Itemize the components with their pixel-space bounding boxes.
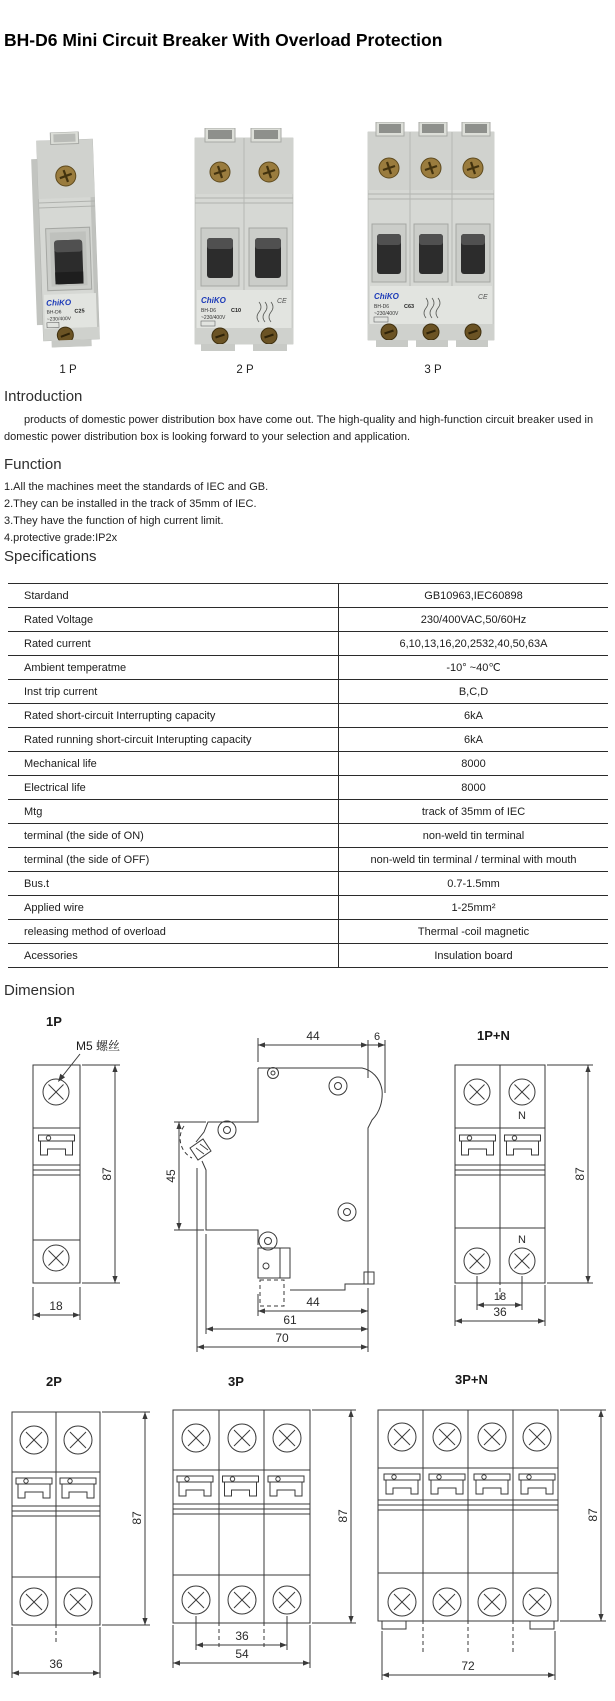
drawing-label-1p: 1P: [46, 1014, 62, 1029]
neutral-label: N: [518, 1234, 526, 1246]
spec-label: Applied wire: [8, 896, 339, 920]
product-photo-3p: [366, 122, 496, 353]
dim-height-87: 87: [336, 1509, 350, 1523]
spec-label: Rated current: [8, 632, 339, 656]
dim-height-87: 87: [100, 1167, 114, 1181]
table-row: [8, 824, 608, 848]
dim-clip-44: 44: [306, 1295, 320, 1309]
specifications-heading: Specifications: [4, 548, 97, 565]
model-text: BH-D6: [374, 304, 390, 310]
dim-width-36: 36: [493, 1305, 507, 1319]
spec-label: Mtg: [8, 800, 339, 824]
table-row: [8, 680, 608, 704]
dim-height-87: 87: [586, 1508, 600, 1522]
table-row: [8, 632, 608, 656]
spec-label: terminal (the side of ON): [8, 824, 339, 848]
spec-label: Acessories: [8, 944, 339, 968]
dim-width-36: 36: [49, 1657, 63, 1671]
dim-height-87: 87: [130, 1511, 144, 1525]
spec-value: 6kA: [339, 728, 609, 752]
introduction-body: products of domestic power distribution box have come out. The high-quality and high-function circuit breaker used in domestic power distribution box is looking forward to your selection and application.: [4, 414, 594, 443]
table-row: [8, 848, 608, 872]
spec-label: Inst trip current: [8, 680, 339, 704]
product-photo-1p: [24, 131, 109, 349]
rating-text: C10: [231, 308, 242, 314]
spec-value: 8000: [339, 752, 609, 776]
neutral-label: N: [518, 1110, 526, 1122]
spec-label: Rated short-circuit Interrupting capacity: [8, 704, 339, 728]
model-text: BH-D6: [201, 308, 217, 314]
spec-label: Electrical life: [8, 776, 339, 800]
spec-value: 8000: [339, 776, 609, 800]
dimension-heading: Dimension: [4, 982, 75, 999]
spec-label: Mechanical life: [8, 752, 339, 776]
spec-value: GB10963,IEC60898: [339, 584, 609, 608]
spec-value: 6kA: [339, 704, 609, 728]
photo-label-1p: 1 P: [59, 364, 77, 376]
dim-top-44: 44: [306, 1029, 320, 1043]
brand-logo: ChiKO: [374, 292, 399, 301]
function-heading: Function: [4, 456, 62, 473]
dim-pitch-18: 18: [493, 1291, 507, 1303]
m5-screw-note: M5 螺丝: [76, 1039, 121, 1053]
spec-label: Rated running short-circuit Interupting capacity: [8, 728, 339, 752]
table-row: [8, 728, 608, 752]
voltage-text: ~230/400V: [46, 315, 72, 323]
spec-value: Thermal -coil magnetic: [339, 920, 609, 944]
spec-label: Bus.t: [8, 872, 339, 896]
specifications-table: [8, 583, 608, 968]
dim-handle-45: 45: [164, 1169, 178, 1183]
spec-value: -10° ~40℃: [339, 656, 609, 680]
spec-label: Stardand: [8, 584, 339, 608]
ce-mark: CE: [277, 298, 287, 305]
drawing-label-2p: 2P: [46, 1374, 62, 1389]
function-item: 1.All the machines meet the standards of IEC and GB.: [4, 481, 269, 493]
spec-value: B,C,D: [339, 680, 609, 704]
brand-logo: ChiKO: [46, 297, 72, 308]
dimension-drawing-side: [140, 998, 400, 1358]
rating-text: C63: [404, 304, 415, 310]
function-item: 3.They have the function of high current limit.: [4, 515, 224, 527]
dimension-drawing-2p: [0, 1368, 158, 1701]
spec-value: track of 35mm of IEC: [339, 800, 609, 824]
table-row: [8, 800, 608, 824]
spec-value: 1-25mm²: [339, 896, 609, 920]
drawing-label-3p: 3P: [228, 1374, 244, 1389]
dim-total-70: 70: [275, 1331, 289, 1345]
dim-width-72: 72: [461, 1659, 475, 1673]
ce-mark: CE: [478, 294, 488, 301]
brand-logo: ChiKO: [201, 296, 226, 305]
dimension-drawing-1p: [8, 998, 140, 1333]
dim-height-87: 87: [573, 1167, 587, 1181]
table-row: [8, 752, 608, 776]
table-row: [8, 920, 608, 944]
table-row: [8, 776, 608, 800]
dim-width-18: 18: [49, 1299, 63, 1313]
photo-label-3p: 3 P: [424, 364, 442, 376]
table-row: [8, 608, 608, 632]
table-row: [8, 896, 608, 920]
dim-width-54: 54: [235, 1647, 249, 1661]
function-item: 2.They can be installed in the track of 35mm of IEC.: [4, 498, 257, 510]
table-row: [8, 584, 608, 608]
dimension-drawing-3pn: [360, 1368, 615, 1701]
table-row: [8, 872, 608, 896]
rating-text: C25: [74, 308, 85, 315]
function-item: 4.protective grade:IP2x: [4, 532, 118, 544]
dim-offset-6: 6: [373, 1031, 381, 1043]
table-row: [8, 944, 608, 968]
voltage-text: ~230/400V: [374, 311, 399, 317]
spec-value: non-weld tin terminal: [339, 824, 609, 848]
photo-label-2p: 2 P: [236, 364, 254, 376]
spec-value: 6,10,13,16,20,2532,40,50,63A: [339, 632, 609, 656]
spec-value: non-weld tin terminal / terminal with mouth: [339, 848, 609, 872]
page-title: BH-D6 Mini Circuit Breaker With Overload Protection: [4, 30, 443, 50]
spec-label: Rated Voltage: [8, 608, 339, 632]
spec-value: Insulation board: [339, 944, 609, 968]
drawing-label-1pn: 1P+N: [477, 1028, 510, 1043]
voltage-text: ~230/400V: [201, 315, 226, 321]
spec-value: 230/400VAC,50/60Hz: [339, 608, 609, 632]
dim-mid-61: 61: [283, 1313, 297, 1327]
spec-label: releasing method of overload: [8, 920, 339, 944]
spec-value: 0.7-1.5mm: [339, 872, 609, 896]
table-row: [8, 704, 608, 728]
introduction-heading: Introduction: [4, 388, 83, 405]
dimension-drawing-1pn: [405, 998, 615, 1338]
model-text: BH-D6: [46, 309, 62, 316]
table-row: [8, 656, 608, 680]
dimension-drawing-3p: [160, 1368, 360, 1701]
spec-label: Ambient temperatme: [8, 656, 339, 680]
dim-pitch-36: 36: [235, 1629, 249, 1643]
drawing-label-3pn: 3P+N: [455, 1372, 488, 1387]
product-photo-2p: [193, 128, 295, 352]
spec-label: terminal (the side of OFF): [8, 848, 339, 872]
